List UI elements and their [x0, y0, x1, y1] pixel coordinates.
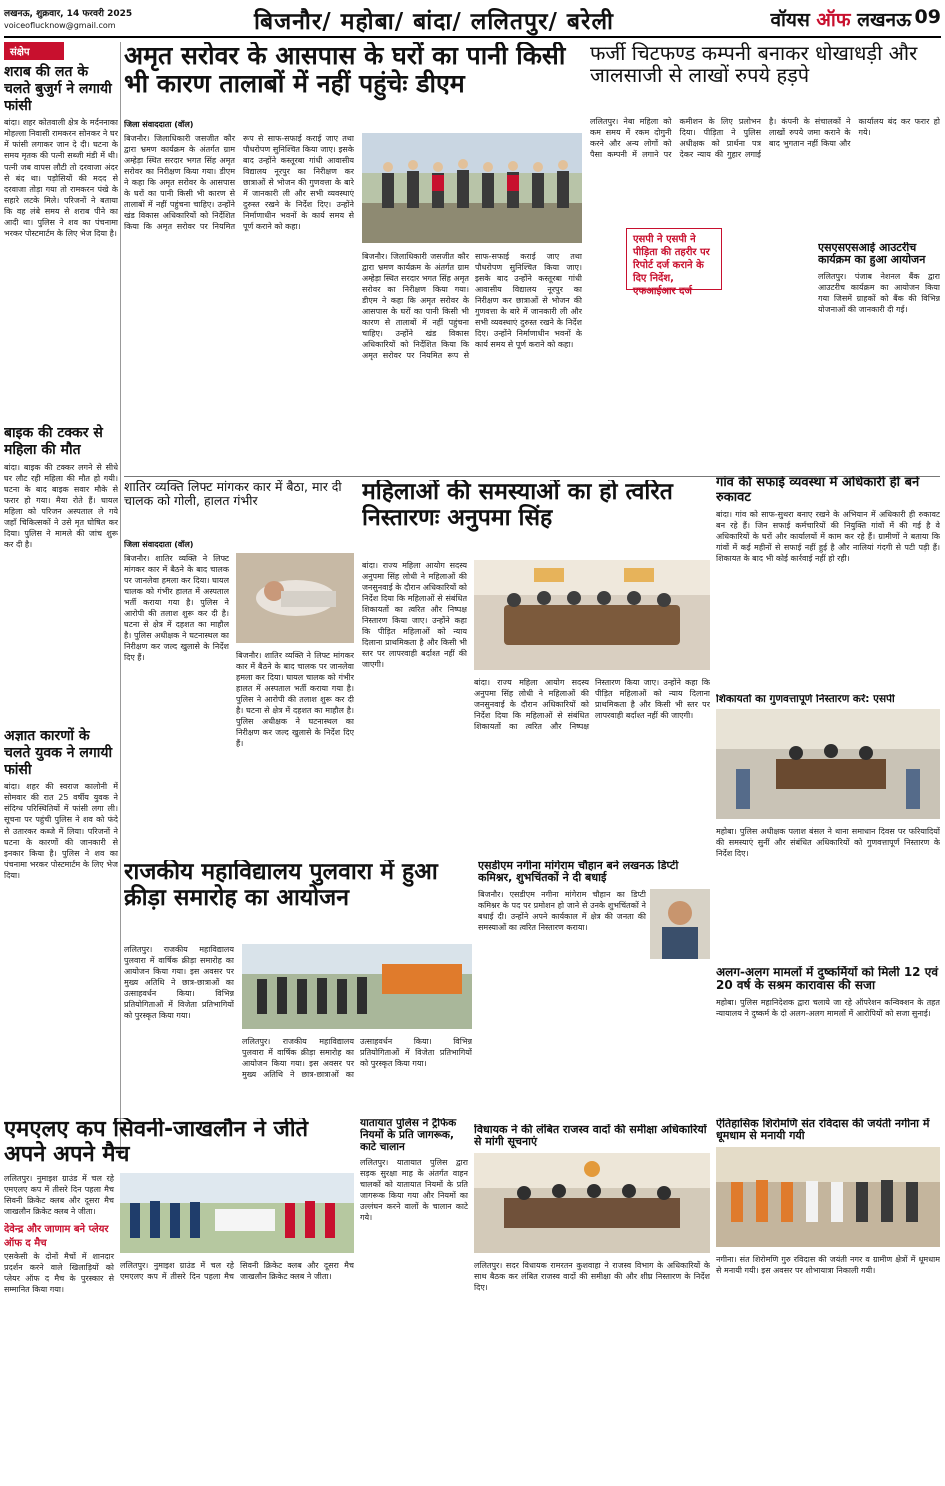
cleanliness-article	[716, 476, 940, 688]
promotion-body: बिजनौर। एसडीएम नगीना मांगेराम चौहान का डिप्टी कमिश्नर के पद पर प्रमोशन हो जाने से उनके शुभचिंतकों ने बधाई दी। उन्होंने अपने कार्यकाल में क्षेत्र की जनता की समस्याओं का त्वरित निस्तारण कराया।	[478, 889, 646, 932]
sports-headline: राजकीय महाविद्यालय पुलवारा में हुआ क्रीड़ा समारोह का आयोजन	[124, 860, 438, 911]
shooting-headline: शातिर व्यक्ति लिफ्ट मांगकर कार में बैठा, मार दी चालक को गोली, हालत गंभीर	[124, 480, 342, 508]
meeting-photo	[474, 560, 710, 670]
sports-headline-box	[124, 860, 472, 940]
promotion-article	[478, 860, 710, 1120]
lead-article	[124, 116, 582, 472]
cricket-body-cont: ललितपुर। नुमाइश ग्राउंड में चल रहे एमएलए कप में तीसरे दिन पहला मैच सिवनी क्रिकेट क्लब और दूसरा मैच जाखलौन क्रिकेट क्लब ने जीता।	[120, 1261, 354, 1282]
shooting-headline-box	[124, 480, 354, 535]
shooting-body-cont: बिजनौर। शातिर व्यक्ति ने लिफ्ट मांगकर कार में बैठने के बाद चालक पर जानलेवा हमला कर दिया। घायल चालक को गंभीर हालत में अस्पताल भर्ती कराया गया है। पुलिस ने आरोपी की तलाश शुरू कर दी है। घटना से क्षेत्र में दहशत का माहौल है। पुलिस अधीक्षक ने घटनास्थल का निरीक्षण कर जल्द खुलासे के निर्देश दिए हैं।	[236, 651, 354, 749]
shooting-byline: जिला संवाददाता (वॉल)	[124, 540, 194, 549]
section-title: बिजनौर/ महोबा/ बांदा/ ललितपुर/ बरेली	[254, 9, 615, 35]
promotion-headline: एसडीएम नगीना मांगेराम चौहान बने लखनऊ डिप्टी कमिश्नर, शुभचिंतकों ने दी बधाई	[478, 860, 679, 885]
ravidas-headline: ऐतिहासिक शिरोमणि संत रविदास की जयंती नगीना में धूमधाम से मनायी गयी	[716, 1118, 930, 1143]
lead-byline: जिला संवाददाता (वॉल)	[124, 120, 194, 129]
cricket-headline: एमएलए कप सिवनी-जाखलौन ने जीते अपने अपने मैच	[4, 1118, 309, 1167]
sp-hearing-photo	[716, 709, 940, 819]
lead-body: बिजनौर। जिलाधिकारी जसजीत कौर द्वारा भ्रमण कार्यक्रम के अंतर्गत ग्राम अम्हेड़ा स्थित सरदार भगत सिंह अमृत सरोवर का निरीक्षण किया गया। डीएम ने कहा कि अमृत सरोवर के आसपास के घरों का पानी किसी भी कारण से तालाबों में नहीं पहुंचना चाहिए। उन्होंने खंड विकास अधिकारियों को निर्देशित किया कि अमृत सरोवर पर नियमित रूप से साफ-सफाई कराई जाए तथा पौधरोपण सुनिश्चित किया जाए। इसके बाद उन्होंने कस्तूरबा गांधी आवासीय विद्यालय नूरपुर का निरीक्षण कर छात्राओं से भोजन की गुणवत्ता के बारे में जानकारी ली और सभी व्यवस्थाएं दुरुस्त रखने के निर्देश दिए। उन्होंने निर्माणाधीन भवनों के कार्य समय से पूर्ण कराने को कहा।	[124, 134, 354, 232]
ravidas-procession-photo	[716, 1147, 940, 1247]
briefs-tag: संक्षेप	[4, 42, 64, 60]
shooting-article	[124, 536, 354, 856]
column-rule	[120, 42, 121, 1157]
outreach-body: ललितपुर। पंजाब नेशनल बैंक द्वारा आउटरीच कार्यक्रम का आयोजन किया गया जिसमें ग्राहकों को बैंक की विभिन्न योजनाओं की जानकारी दी गई।	[818, 271, 940, 314]
contact-email: voiceoflucknow@gmail.com	[4, 21, 116, 30]
women-article	[362, 560, 710, 856]
brief-body-2: बांदा। बाइक की टक्कर लगने से सीधे घर लौट रही महिला की मौत हो गयी। घटना के बाद बाइक सवार मौके से फरार हो गया। मैया रोते हैं। घायल महिला को परिजन अस्पताल ले गये जहाँ चिकित्सकों ने उसे मृत घोषित कर दिया। पुलिस ने मामले की जांच शुरू कर दी है।	[4, 462, 118, 550]
sports-body-cont: ललितपुर। राजकीय महाविद्यालय पुलवारा में वार्षिक क्रीड़ा समारोह का आयोजन किया गया। इस अवसर पर मुख्य अतिथि ने छात्र-छात्राओं का उत्साहवर्धन किया। विभिन्न प्रतियोगिताओं में विजेता प्रतिभागियों को पुरस्कृत किया गया।	[242, 1037, 472, 1080]
cricket-photo	[120, 1173, 354, 1253]
women-headline-box	[362, 480, 710, 555]
revenue-body: ललितपुर। सदर विधायक रामरतन कुशवाहा ने राजस्व विभाग के अधिकारियों के साथ बैठक कर लंबित राजस्व वादों की समीक्षा की और शीघ्र निस्तारण के निर्देश दिए।	[474, 1260, 710, 1292]
brief-headline-1: शराब की लत के चलते बुजुर्ग ने लगायी फांसी	[4, 64, 112, 114]
dm-inspection-photo	[362, 133, 582, 243]
outreach-article	[818, 242, 940, 472]
page-number: 09	[914, 6, 941, 28]
women-body: बांदा। राज्य महिला आयोग सदस्य अनुपमा सिंह लोधी ने महिलाओं की जनसुनवाई के दौरान अधिकारियों को निर्देश दिया कि महिलाओं से संबंधित शिकायतों का त्वरित और निष्पक्ष निस्तारण किया जाए। उन्होंने कहा कि पीड़ित महिलाओं को न्याय दिलाना प्राथमिकता है और किसी भी स्तर पर लापरवाही बर्दाश्त नहीं की जाएगी।	[362, 561, 467, 670]
chitfund-body: ललितपुर। नेबा महिला को कम समय में रकम दोगुनी करने और अन्य लोगों को पैसा कम्पनी में लगाने पर कमीशन के लिए प्रलोभन दिया। पीड़िता ने पुलिस अधीक्षक को प्रार्थना पत्र देकर न्याय की गुहार लगाई है। कंपनी के संचालकों ने लाखों रुपये जमा कराने के बाद भुगतान नहीं किया और कार्यालय बंद कर फरार हो गये।	[590, 117, 940, 160]
traffic-body: ललितपुर। यातायात पुलिस द्वारा सड़क सुरक्षा माह के अंतर्गत वाहन चालकों को यातायात नियमों के प्रति जागरूक किया गया और नियमों का उल्लंघन करने वालों के चालान काटे गये।	[360, 1158, 468, 1223]
issue-date: लखनऊ, शुक्रवार, 14 फरवरी 2025	[4, 9, 133, 19]
sports-article	[124, 944, 472, 1112]
chitfund-headline-box	[590, 42, 940, 112]
cricket-body-2: एसकेसी के दोनों मैचों में शानदार प्रदर्शन करने वाले खिलाड़ियों को प्लेयर ऑफ द मैच के पुरस्कार से सम्मानित किया गया।	[4, 1252, 114, 1295]
revenue-meeting-photo	[474, 1153, 710, 1253]
sports-body: ललितपुर। राजकीय महाविद्यालय पुलवारा में वार्षिक क्रीड़ा समारोह का आयोजन किया गया। इस अवसर पर मुख्य अतिथि ने छात्र-छात्राओं का उत्साहवर्धन किया। विभिन्न प्रतियोगिताओं में विजेता प्रतिभागियों को पुरस्कृत किया गया।	[124, 945, 234, 1021]
ravidas-article	[716, 1118, 940, 1482]
cleanliness-body: बांदा। गांव को साफ-सुथरा बनाए रखने के अभियान में अधिकारी ही रुकावट बन रहे हैं। जिन सफाई कर्मचारियों की नियुक्ति गांवों में की गई है वे अधिकारियों के घरों और कार्यालयों में काम कर रहे हैं। ग्रामीणों ने बताया कि गांवों में कई महीनों से सफाई नहीं हुई है और नालियां गंदगी से पटी पड़ी हैं। शिकायत के बाद भी कोई कार्रवाई नहीं हो रही।	[716, 510, 940, 564]
outreach-headline: एसएसएसआई आउटरीच कार्यक्रम का हुआ आयोजन	[818, 242, 926, 267]
sports-photo	[242, 944, 472, 1029]
brief-body-1: बांदा। शहर कोतवाली क्षेत्र के मर्दननाका मोहल्ला निवासी रामकरन सोनकर ने घर में फांसी लगाकर जान दे दी। घटना के समय मृतक की पत्नी सब्जी मंडी में थी। पत्नी जब वापस लौटी तो दरवाजा अंदर से बंद था। पड़ोसियों की मदद से दरवाजा तोड़ा गया तो रामकरन पंखे के सहारे लटके मिले। परिजनों ने बताया कि वह लंबे समय से शराब पीने का आदी था। पुलिस ने शव का पंचनामा भरकर पोस्टमार्टम के लिए भेज दिया है।	[4, 118, 118, 238]
cricket-body: ललितपुर। नुमाइश ग्राउंड में चल रहे एमएलए कप में तीसरे दिन पहला मैच सिवनी क्रिकेट क्लब और दूसरा मैच जाखलौन क्रिकेट क्लब ने जीता।	[4, 1174, 114, 1217]
victim-photo	[236, 553, 354, 643]
traffic-article	[360, 1118, 468, 1482]
brief-headline-3: अज्ञात कारणों के चलते युवक ने लगायी फांसी	[4, 727, 113, 778]
lead-body-cont: बिजनौर। जिलाधिकारी जसजीत कौर द्वारा भ्रमण कार्यक्रम के अंतर्गत ग्राम अम्हेड़ा स्थित सरदार भगत सिंह अमृत सरोवर का निरीक्षण किया गया। डीएम ने कहा कि अमृत सरोवर के आसपास के घरों का पानी किसी भी कारण से तालाबों में नहीं पहुंचना चाहिए। उन्होंने खंड विकास अधिकारियों को निर्देशित किया कि अमृत सरोवर पर नियमित रूप से साफ-सफाई कराई जाए तथा पौधरोपण सुनिश्चित किया जाए। इसके बाद उन्होंने कस्तूरबा गांधी आवासीय विद्यालय नूरपुर का निरीक्षण कर छात्राओं से भोजन की गुणवत्ता के बारे में जानकारी ली और सभी व्यवस्थाएं दुरुस्त रखने के निर्देश दिए। उन्होंने निर्माणाधीन भवनों के कार्य समय से पूर्ण कराने को कहा।	[362, 252, 582, 361]
conviction-article	[716, 966, 940, 1112]
revenue-article	[474, 1124, 710, 1482]
sp-body: महोबा। पुलिस अधीक्षक पलाश बंसल ने थाना समाधान दिवस पर फरियादियों की समस्याएं सुनीं और संबंधित अधिकारियों को गुणवत्तापूर्ण निस्तारण के निर्देश दिए।	[716, 826, 940, 858]
chitfund-headline: फर्जी चिटफण्ड कम्पनी बनाकर धोखाधड़ी और जालसाजी से लाखों रुपये हड़पे	[590, 42, 918, 88]
cricket-subhead: देवेन्द्र और जाणाम बने प्लेयर ऑफ द मैच	[4, 1224, 109, 1250]
sdm-photo	[650, 889, 710, 959]
revenue-headline: विधायक ने की लंबित राजस्व वादों की समीक्षा अधिकारियों से मांगी सूचनाएं	[474, 1124, 707, 1149]
women-body-cont: बांदा। राज्य महिला आयोग सदस्य अनुपमा सिंह लोधी ने महिलाओं की जनसुनवाई के दौरान अधिकारियों को निर्देश दिया कि महिलाओं से संबंधित शिकायतों का त्वरित और निष्पक्ष निस्तारण किया जाए। उन्होंने कहा कि पीड़ित महिलाओं को न्याय दिलाना प्राथमिकता है और किसी भी स्तर पर लापरवाही बर्दाश्त नहीं की जाएगी।	[474, 678, 710, 732]
ravidas-body: नगीना। संत शिरोमणि गुरु रविदास की जयंती नगर व ग्रामीण क्षेत्रों में धूमधाम से मनायी गयी। इस अवसर पर शोभायात्रा निकाली गयी।	[716, 1254, 940, 1275]
conviction-headline: अलग-अलग मामलों में दुष्कर्मियों को मिली 12 एवं 20 वर्ष के सश्रम कारावास की सजा	[716, 966, 939, 993]
lead-article-headline	[124, 42, 582, 112]
shooting-body: बिजनौर। शातिर व्यक्ति ने लिफ्ट मांगकर कार में बैठने के बाद चालक पर जानलेवा हमला कर दिया। घायल चालक को गंभीर हालत में अस्पताल भर्ती कराया गया है। पुलिस ने आरोपी की तलाश शुरू कर दी है। घटना से क्षेत्र में दहशत का माहौल है। पुलिस अधीक्षक ने घटनास्थल का निरीक्षण कर जल्द खुलासे के निर्देश दिए हैं।	[124, 554, 229, 663]
masthead	[4, 4, 941, 38]
women-headline: महिलाओं की समस्याओं का हो त्वरित निस्तारणः अनुपमा सिंह	[362, 480, 673, 531]
sp-article	[716, 694, 940, 962]
brand-logo: वॉयस ऑफ लखनऊ	[770, 9, 911, 31]
traffic-headline: यातायात पुलिस ने ट्रैफिक नियमों के प्रति जागरूक, काटे चालान	[360, 1118, 457, 1153]
cleanliness-headline: गांव की सफाई व्यवस्था में अधिकारी ही बने रुकावट	[716, 476, 920, 505]
brief-headline-2: बाइक की टक्कर से महिला की मौत	[4, 425, 103, 459]
lead-headline: अमृत सरोवर के आसपास के घरों का पानी किसी भी कारण तालाबों में नहीं पहुंचेः डीएम	[124, 42, 566, 98]
brief-body-3: बांदा। शहर की स्वराज कालोनी में सोमवार की रात 25 वर्षीय युवक ने संदिग्ध परिस्थितियों में फांसी लगा ली। सूचना पर पहुंची पुलिस ने शव को फंदे से उतारकर कब्जे में लिया। परिजनों ने घटना के कारणों की जानकारी से इनकार किया है। पुलिस ने शव का पंचनामा भरकर पोस्टमार्टम के लिए भेज दिया।	[4, 782, 118, 880]
conviction-body: महोबा। पुलिस महानिदेशक द्वारा चलाये जा रहे ऑपरेशन कन्विक्शन के तहत न्यायालय ने दुष्कर्म के दो अलग-अलग मामलों में आरोपियों को सजा सुनाई।	[716, 997, 940, 1018]
cricket-article	[4, 1118, 354, 1482]
chitfund-callout: एसपी ने एसपी ने पीड़िता की तहरीर पर रिपोर्ट दर्ज कराने के दिए निर्देश, एफआईआर दर्ज	[626, 228, 722, 290]
sp-headline: शिकायतों का गुणवत्तापूर्ण निस्तारण करें: एसपी	[716, 694, 895, 705]
